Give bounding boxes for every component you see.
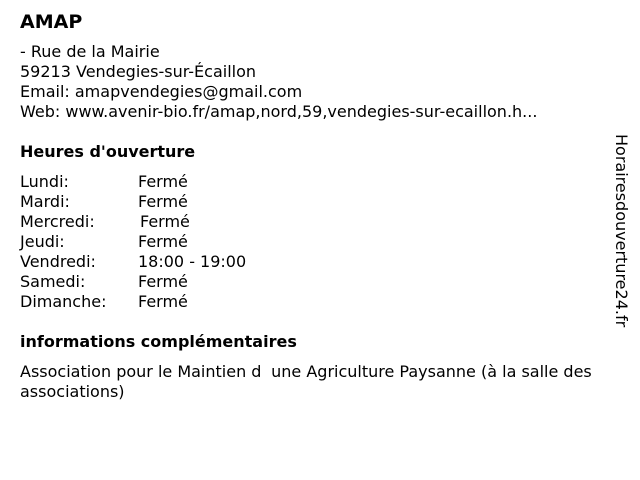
day-label: Vendredi: bbox=[20, 252, 96, 271]
day-label: Jeudi: bbox=[20, 232, 65, 251]
day-hours: 18:00 - 19:00 bbox=[138, 252, 247, 271]
web-line: Web: www.avenir-bio.fr/amap,nord,59,vendegies-sur-ecaillon.h... bbox=[20, 102, 538, 121]
hours-heading: Heures d'ouverture bbox=[20, 142, 196, 161]
site-watermark: Horairesdouverture24.fr bbox=[612, 134, 631, 328]
hours-table bbox=[20, 172, 600, 312]
day-hours: Fermé bbox=[138, 232, 188, 251]
city-line: 59213 Vendegies-sur-Écaillon bbox=[20, 62, 257, 81]
day-hours: Fermé bbox=[138, 192, 188, 211]
address-line: - Rue de la Mairie bbox=[20, 42, 160, 61]
hours-row-lundi bbox=[20, 172, 600, 192]
hours-row-dimanche bbox=[20, 292, 600, 312]
day-hours: Fermé bbox=[138, 292, 188, 311]
day-hours: Fermé bbox=[138, 272, 188, 291]
extra-info-text: Association pour le Maintien dune Agriculture Paysanne (à la salle des associations) bbox=[20, 362, 592, 401]
hours-row-mercredi bbox=[20, 212, 600, 232]
day-label: Samedi: bbox=[20, 272, 86, 291]
day-hours: Fermé bbox=[138, 172, 188, 191]
day-label: Dimanche: bbox=[20, 292, 107, 311]
day-hours: Fermé bbox=[140, 212, 190, 231]
day-label: Mercredi: bbox=[20, 212, 95, 231]
day-label: Lundi: bbox=[20, 172, 69, 191]
email-line: Email: amapvendegies@gmail.com bbox=[20, 82, 303, 101]
hours-row-samedi bbox=[20, 272, 600, 292]
hours-row-vendredi bbox=[20, 252, 600, 272]
extra-info-heading: informations complémentaires bbox=[20, 332, 297, 351]
contact-info bbox=[20, 42, 600, 122]
hours-row-mardi bbox=[20, 192, 600, 212]
day-label: Mardi: bbox=[20, 192, 70, 211]
business-card bbox=[20, 10, 600, 402]
business-name: AMAP bbox=[20, 11, 83, 33]
hours-row-jeudi bbox=[20, 232, 600, 252]
